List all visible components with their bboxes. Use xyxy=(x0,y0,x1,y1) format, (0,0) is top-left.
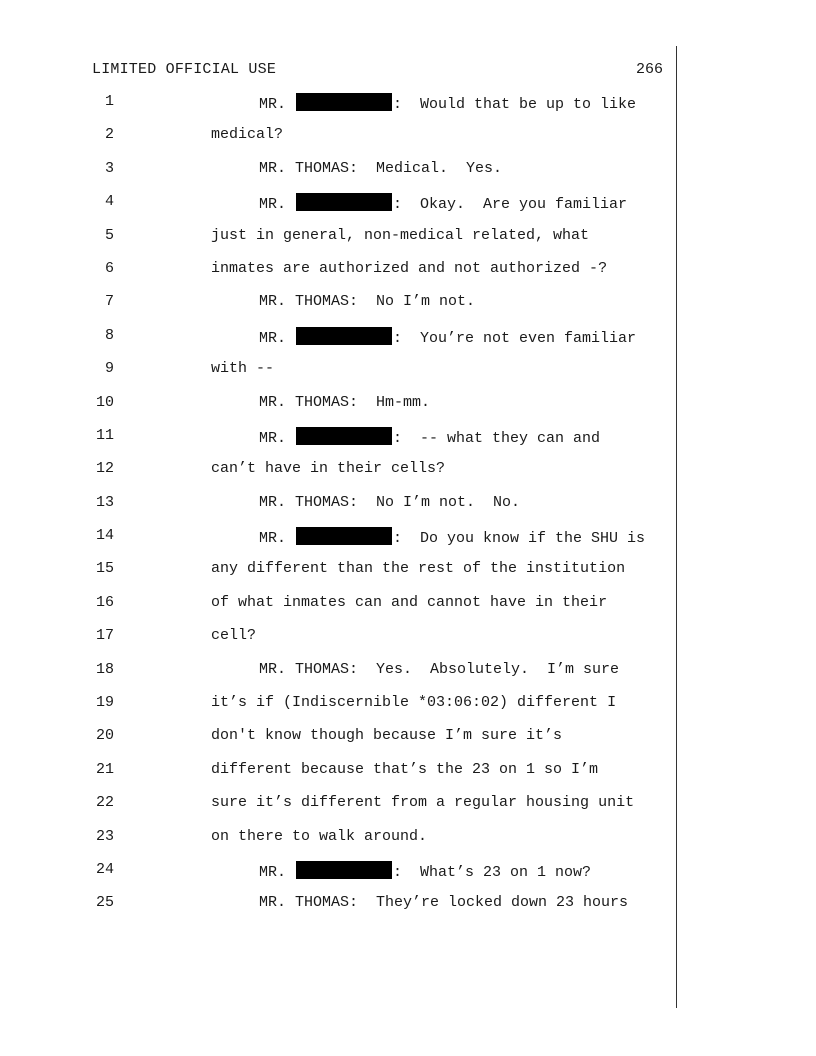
transcript-line xyxy=(0,861,816,894)
line-content: MR. THOMAS: Hm-mm. xyxy=(259,393,431,411)
line-text xyxy=(211,627,256,644)
redaction-block xyxy=(296,193,392,211)
line-number: 7 xyxy=(104,293,114,311)
line-text xyxy=(259,93,636,113)
speaker-prefix: MR. xyxy=(259,196,296,214)
line-number: 23 xyxy=(95,827,114,845)
line-content: with -- xyxy=(211,360,275,378)
line-text xyxy=(259,494,520,511)
transcript-line xyxy=(0,193,816,226)
line-text xyxy=(259,861,591,881)
line-number: 20 xyxy=(95,727,114,745)
redaction-block xyxy=(296,861,392,879)
line-content: MR. THOMAS: Medical. Yes. xyxy=(259,159,503,177)
speaker-prefix: MR. xyxy=(259,530,296,548)
line-content: : Do you know if the SHU is xyxy=(393,530,646,548)
line-content: : Would that be up to like xyxy=(393,96,637,113)
line-content: different because that’s the 23 on 1 so I’m xyxy=(211,760,599,778)
line-text xyxy=(211,460,445,477)
line-text xyxy=(211,594,607,611)
line-number: 1 xyxy=(104,93,114,110)
line-content: just in general, non-medical related, what xyxy=(211,226,590,244)
line-content: MR. THOMAS: Yes. Absolutely. I’m sure xyxy=(259,660,620,678)
page-number: 266 xyxy=(636,61,664,78)
line-content: of what inmates can and cannot have in their xyxy=(211,593,608,611)
transcript-line xyxy=(0,794,816,827)
line-number: 9 xyxy=(104,360,114,378)
redaction-block xyxy=(296,327,392,345)
speaker-prefix: MR. xyxy=(259,329,296,347)
line-text xyxy=(211,694,616,711)
line-text xyxy=(259,293,475,310)
line-content: don't know though because I’m sure it’s xyxy=(211,727,563,745)
redaction-block xyxy=(296,93,392,111)
line-number: 13 xyxy=(95,493,114,511)
line-content: sure it’s different from a regular housing unit xyxy=(211,794,635,812)
transcript-line xyxy=(0,627,816,660)
line-number: 11 xyxy=(95,426,114,444)
transcript-line xyxy=(0,93,816,126)
transcript-line xyxy=(0,661,816,694)
transcript-line xyxy=(0,160,816,193)
line-text xyxy=(259,527,645,547)
transcript-line xyxy=(0,260,816,293)
line-content: it’s if (Indiscernible *03:06:02) different I xyxy=(211,694,617,712)
transcript-line xyxy=(0,460,816,493)
transcript-line xyxy=(0,360,816,393)
line-text xyxy=(211,727,562,744)
line-content: : You’re not even familiar xyxy=(393,329,637,347)
line-number: 2 xyxy=(104,126,114,144)
speaker-prefix: MR. xyxy=(259,863,296,881)
line-number: 18 xyxy=(95,660,114,678)
line-number: 3 xyxy=(104,159,114,177)
transcript-line xyxy=(0,828,816,861)
transcript-line xyxy=(0,293,816,326)
line-text xyxy=(211,126,283,143)
transcript-line xyxy=(0,894,816,927)
line-text xyxy=(211,260,607,277)
transcript-line xyxy=(0,527,816,560)
line-number: 8 xyxy=(104,326,114,344)
line-number: 19 xyxy=(95,694,114,712)
line-content: : What’s 23 on 1 now? xyxy=(393,863,592,881)
line-content: : Okay. Are you familiar xyxy=(393,196,628,214)
speaker-prefix: MR. xyxy=(259,429,296,447)
line-number: 22 xyxy=(95,794,114,812)
line-content: : -- what they can and xyxy=(393,429,601,447)
line-number: 21 xyxy=(95,760,114,778)
line-content: MR. THOMAS: No I’m not. No. xyxy=(259,493,521,511)
line-text xyxy=(211,560,625,577)
line-text xyxy=(211,828,427,845)
line-number: 4 xyxy=(104,193,114,211)
transcript-line xyxy=(0,727,816,760)
line-content: MR. THOMAS: No I’m not. xyxy=(259,293,476,311)
line-number: 12 xyxy=(95,460,114,478)
line-number: 16 xyxy=(95,593,114,611)
line-number: 5 xyxy=(104,226,114,244)
line-text xyxy=(259,427,600,447)
line-content: cell? xyxy=(211,627,257,645)
line-number: 6 xyxy=(104,259,114,277)
line-number: 17 xyxy=(95,627,114,645)
transcript-line xyxy=(0,594,816,627)
line-text xyxy=(259,193,627,213)
line-content: MR. THOMAS: They’re locked down 23 hours xyxy=(259,894,629,912)
line-text xyxy=(211,227,589,244)
line-number: 14 xyxy=(95,527,114,545)
line-text xyxy=(259,394,430,411)
transcript-line xyxy=(0,427,816,460)
classification-header: LIMITED OFFICIAL USE xyxy=(92,61,277,78)
transcript-line xyxy=(0,560,816,593)
transcript-line xyxy=(0,327,816,360)
line-number: 15 xyxy=(95,560,114,578)
redaction-block xyxy=(296,427,392,445)
redaction-block xyxy=(296,527,392,545)
line-content: can’t have in their cells? xyxy=(211,460,446,478)
line-content: on there to walk around. xyxy=(211,827,428,845)
line-text xyxy=(259,160,502,177)
transcript-body xyxy=(0,93,816,928)
transcript-line xyxy=(0,126,816,159)
line-number: 25 xyxy=(95,894,114,912)
line-text xyxy=(211,794,634,811)
transcript-line xyxy=(0,394,816,427)
line-number: 10 xyxy=(95,393,114,411)
transcript-line xyxy=(0,761,816,794)
line-content: medical? xyxy=(211,126,284,144)
line-text xyxy=(211,360,274,377)
line-content: any different than the rest of the institution xyxy=(211,560,626,578)
line-number: 24 xyxy=(95,860,114,878)
line-content: inmates are authorized and not authorized -? xyxy=(211,259,608,277)
transcript-line xyxy=(0,694,816,727)
line-text xyxy=(259,894,628,911)
speaker-prefix: MR. xyxy=(259,96,296,113)
line-text xyxy=(259,327,636,347)
transcript-line xyxy=(0,227,816,260)
line-text xyxy=(259,661,619,678)
transcript-line xyxy=(0,494,816,527)
line-text xyxy=(211,761,598,778)
